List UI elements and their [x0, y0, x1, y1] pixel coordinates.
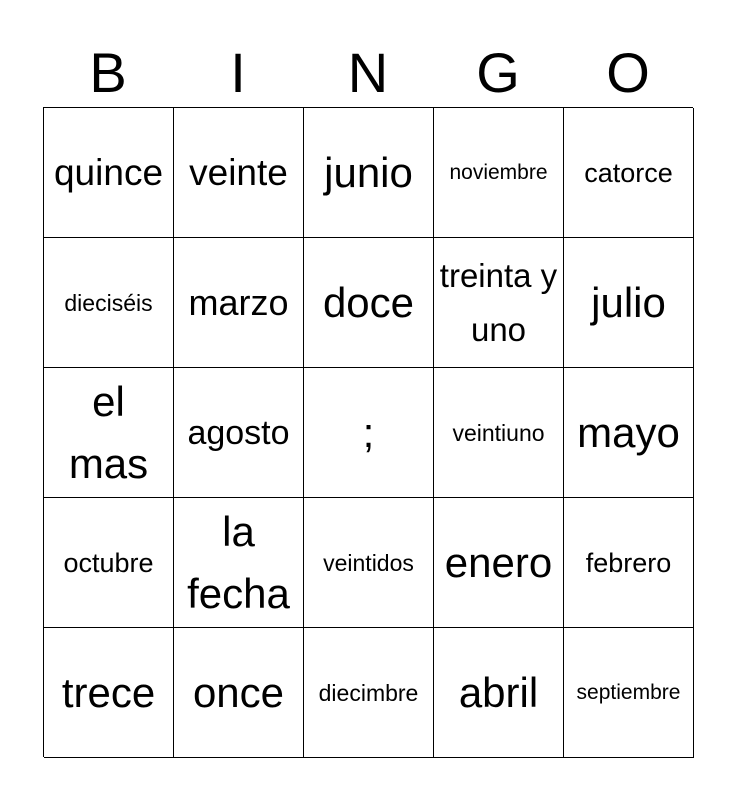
cell-label: ;: [362, 408, 375, 456]
header-letter-n: N: [347, 41, 389, 104]
bingo-cell[interactable]: [44, 368, 174, 498]
bingo-cell[interactable]: [174, 238, 304, 368]
header-letter-i: I: [230, 41, 246, 104]
cell-label: doce: [322, 278, 415, 326]
bingo-cell[interactable]: [304, 368, 434, 498]
bingo-cell[interactable]: [564, 238, 694, 368]
cell-label: abril: [458, 668, 539, 716]
bingo-cell[interactable]: [304, 498, 434, 628]
bingo-cell[interactable]: [434, 498, 564, 628]
cell-label: noviembre: [449, 160, 548, 184]
cell-label: marzo: [188, 281, 289, 323]
bingo-cell[interactable]: [434, 368, 564, 498]
bingo-grid: [43, 107, 693, 757]
bingo-cell[interactable]: [174, 628, 304, 758]
cell-label: septiembre: [576, 680, 681, 704]
bingo-cell[interactable]: [44, 238, 174, 368]
cell-label: trece: [61, 668, 156, 716]
bingo-cell[interactable]: [564, 628, 694, 758]
bingo-cell[interactable]: [564, 498, 694, 628]
bingo-cell[interactable]: [304, 238, 434, 368]
bingo-cell[interactable]: [174, 108, 304, 238]
cell-label: octubre: [63, 547, 154, 578]
cell-label: diecimbre: [318, 679, 419, 706]
bingo-cell[interactable]: [434, 628, 564, 758]
cell-label: agosto: [187, 413, 290, 452]
bingo-cell[interactable]: [304, 108, 434, 238]
bingo-cell[interactable]: [174, 368, 304, 498]
cell-label: veintiuno: [452, 419, 545, 446]
bingo-cell[interactable]: [174, 498, 304, 628]
cell-label: junio: [324, 148, 413, 196]
bingo-cell[interactable]: [304, 628, 434, 758]
bingo-cell[interactable]: [564, 108, 694, 238]
cell-label: veintidos: [323, 549, 414, 576]
cell-label: enero: [444, 538, 553, 586]
bingo-cell[interactable]: [44, 498, 174, 628]
cell-label: treinta y uno: [439, 256, 558, 348]
cell-label: veinte: [189, 151, 288, 193]
bingo-header: [43, 40, 693, 106]
bingo-cell[interactable]: [434, 108, 564, 238]
cell-label: once: [192, 668, 285, 716]
bingo-cell[interactable]: [564, 368, 694, 498]
cell-label: el mas: [68, 377, 149, 487]
cell-label: dieciséis: [64, 289, 153, 316]
cell-label: catorce: [584, 157, 673, 188]
cell-label: mayo: [577, 408, 680, 456]
header-letter-o: O: [606, 41, 650, 104]
cell-label: julio: [591, 278, 666, 326]
cell-label: la fecha: [187, 507, 290, 617]
cell-label: febrero: [585, 547, 672, 578]
cell-label: quince: [53, 151, 164, 193]
bingo-cell[interactable]: [434, 238, 564, 368]
header-letter-g: G: [476, 41, 520, 104]
header-letter-b: B: [89, 41, 127, 104]
bingo-cell[interactable]: [44, 108, 174, 238]
bingo-cell[interactable]: [44, 628, 174, 758]
